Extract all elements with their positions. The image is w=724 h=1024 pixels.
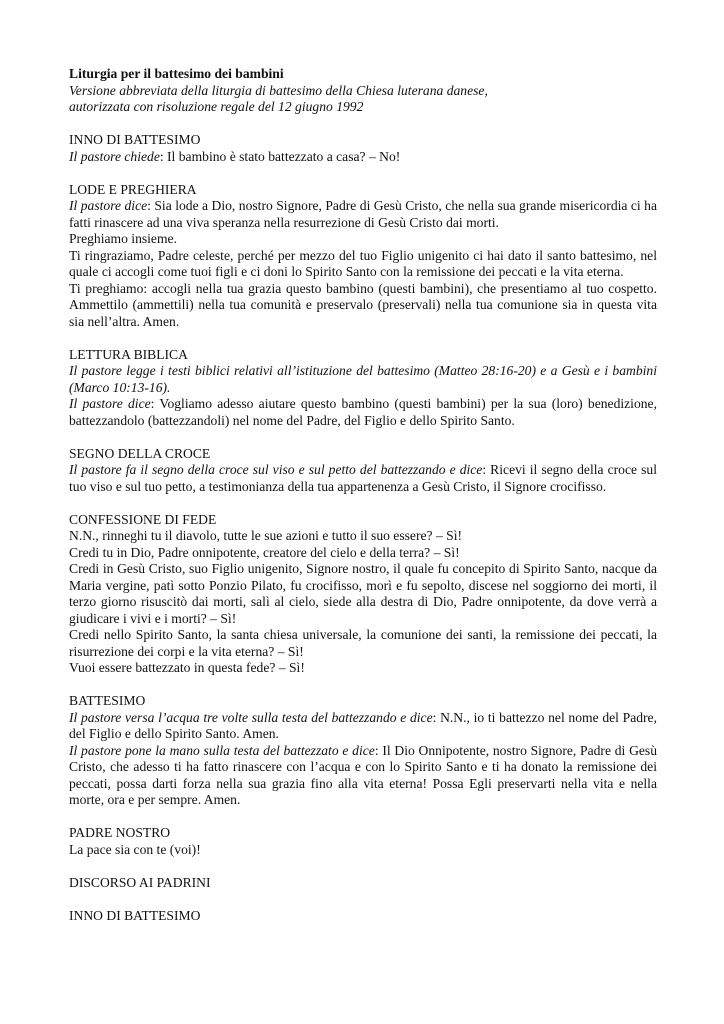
rubric-text: Il pastore chiede: [69, 148, 160, 164]
paragraph-text: : Sia lode a Dio, nostro Signore, Padre di Gesù Cristo, che nella sua grande misericordia ci ha fatti rinascere ad una viva speranza nella resurrezione di Gesù Cristo dai morti.: [69, 198, 661, 230]
liturgy-paragraph: [69, 528, 657, 545]
liturgy-paragraph: [69, 709, 661, 743]
document-page: [69, 66, 661, 924]
section-heading: INNO DI BATTESIMO: [69, 132, 201, 147]
liturgy-section: [69, 825, 657, 858]
paragraph-text: Preghiamo insieme.: [69, 231, 177, 246]
liturgy-paragraph: [69, 231, 657, 248]
rubric-text: Il pastore dice: [69, 396, 151, 411]
section-heading: BATTESIMO: [69, 693, 146, 708]
liturgy-paragraph: [69, 462, 661, 495]
document-subtitle-line: autorizzata con risoluzione regale del 12 giugno 1992: [69, 99, 364, 114]
paragraph-text: Ti preghiamo: accogli nella tua grazia questo bambino (questi bambini), che presentiamo al tuo cospetto. Ammettilo (ammettili) nella tua comunità e preservalo (preservali) nella tua comunione sia in questa vita sia nell’altra. Amen.: [69, 280, 661, 329]
rubric-text: Il pastore pone la mano sulla testa del battezzato e dice: [69, 742, 375, 758]
liturgy-paragraph: [69, 561, 661, 627]
rubric-text: Il pastore legge i testi biblici relativi all’istituzione del battesimo (Matteo 28:16-20) e a Gesù e i bambini (Marco 10:13-16).: [69, 363, 657, 395]
liturgy-paragraph: [69, 363, 657, 396]
paragraph-text: Credi in Gesù Cristo, suo Figlio unigenito, Signore nostro, il quale fu concepito di Spirito Santo, nacque da Maria vergine, patì sotto Ponzio Pilato, fu crocifisso, morì e fu sepolto, discese nel soggiorno dei morti, il terzo giorno risuscitò dai morti, salì al cielo, siede alla destra di Dio, Padre onnipotente, da dove verrà a giudicare i vivi e i morti? – Sì!: [69, 561, 661, 626]
paragraph-text: Vuoi essere battezzato in questa fede? – Sì!: [69, 660, 305, 675]
paragraph-text: : Il Dio Onnipotente, nostro Signore, Padre di Gesù Cristo, che adesso ti ha fatto rinascere con l’acqua e con lo Spirito Santo e ti ha donato la remissione dei peccati, possa darti forza nella sua grazia fino alla vita eterna! Possa Egli preservarti nella vita e nella morte, ora e per sempre. Amen.: [69, 742, 661, 807]
paragraph-text: Credi nello Spirito Santo, la santa chiesa universale, la comunione dei santi, la remissione dei peccati, la risurrezione dei corpi e la vita eterna? – Sì!: [69, 627, 661, 659]
liturgy-paragraph: [69, 742, 661, 809]
liturgy-section: [69, 693, 661, 809]
document-subtitle-line: Versione abbreviata della liturgia di battesimo della Chiesa luterana danese,: [69, 82, 488, 98]
liturgy-section: [69, 511, 661, 677]
liturgy-paragraph: [69, 247, 661, 281]
paragraph-text: : N.N., io ti battezzo nel nome del Padre, del Figlio e dello Spirito Santo. Amen.: [69, 709, 661, 741]
section-heading: DISCORSO AI PADRINI: [69, 874, 211, 890]
liturgy-sections: [69, 132, 661, 924]
section-heading: LODE E PREGHIERA: [69, 181, 197, 197]
paragraph-text: Credi tu in Dio, Padre onnipotente, creatore del cielo e della terra? – Sì!: [69, 544, 460, 560]
liturgy-paragraph: [69, 280, 661, 331]
rubric-text: Il pastore dice: [69, 198, 148, 213]
liturgy-section: [69, 181, 661, 331]
liturgy-paragraph: [69, 545, 657, 562]
liturgy-paragraph: [69, 149, 657, 166]
liturgy-section: [69, 908, 657, 925]
liturgy-section: [69, 132, 657, 165]
paragraph-text: Ti ringraziamo, Padre celeste, perché per mezzo del tuo Figlio unigenito ci hai dato il santo battesimo, nel quale ci accogli come tuoi figli e ci doni lo Spirito Santo con la remissione dei peccati e la vita eterna.: [69, 247, 661, 279]
paragraph-text: N.N., rinneghi tu il diavolo, tutte le sue azioni e tutto il suo essere? – Sì!: [69, 528, 463, 543]
section-heading: LETTURA BIBLICA: [69, 346, 188, 362]
liturgy-paragraph: [69, 396, 661, 429]
liturgy-section: [69, 445, 661, 496]
section-heading: INNO DI BATTESIMO: [69, 907, 201, 923]
rubric-text: Il pastore fa il segno della croce sul viso e sul petto del battezzando e dice: [69, 462, 483, 477]
rubric-text: Il pastore versa l’acqua tre volte sulla testa del battezzando e dice: [69, 709, 433, 725]
section-heading: SEGNO DELLA CROCE: [69, 445, 211, 461]
liturgy-section: [69, 346, 661, 430]
liturgy-paragraph: [69, 627, 661, 660]
section-heading: CONFESSIONE DI FEDE: [69, 511, 217, 527]
liturgy-paragraph: [69, 660, 657, 677]
liturgy-section: [69, 875, 657, 892]
liturgy-paragraph: [69, 842, 657, 859]
paragraph-text: : Il bambino è stato battezzato a casa? – No!: [159, 148, 401, 164]
section-heading: PADRE NOSTRO: [69, 825, 171, 840]
liturgy-paragraph: [69, 198, 661, 231]
paragraph-text: La pace sia con te (voi)!: [69, 841, 201, 857]
paragraph-text: : Ricevi il segno della croce sul tuo viso e sul tuo petto, a testimonianza della tua appartenenza a Gesù Cristo, il Signore crocifisso.: [69, 462, 661, 494]
document-title: Liturgia per il battesimo dei bambini: [69, 66, 284, 81]
paragraph-text: : Vogliamo adesso aiutare questo bambino (questi bambini) per la sua (loro) benedizione, battezzandolo (battezzandoli) nel nome del Padre, del Figlio e dello Spirito Santo.: [69, 396, 661, 428]
